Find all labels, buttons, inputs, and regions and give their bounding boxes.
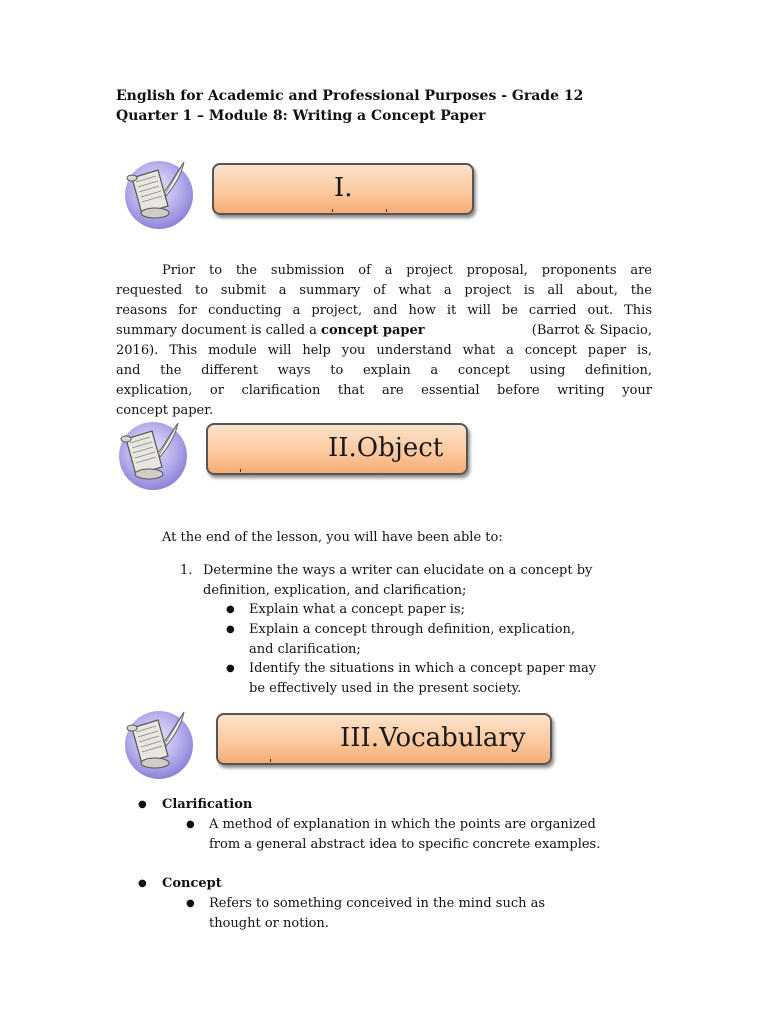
banner-tick: [270, 759, 271, 762]
intro-line: 2016). This module will help you understand what a concept paper is,: [116, 343, 652, 358]
scroll-quill-icon: [118, 156, 194, 232]
banner-tick: [240, 469, 241, 472]
intro-line: and the different ways to explain a concept using definition,: [116, 363, 652, 378]
vocab-term: Concept: [162, 876, 222, 891]
section-banner-2: [206, 423, 468, 475]
bullet-icon: ●: [226, 624, 235, 635]
intro-line-mixed: [116, 321, 652, 341]
intro-line: Prior to the submission of a project proposal, proponents are: [162, 263, 652, 278]
course-title: English for Academic and Professional Purposes - Grade 12: [116, 88, 584, 104]
vocab-definition-cont: from a general abstract idea to specific concrete examples.: [209, 837, 601, 852]
vocab-definition: Refers to something conceived in the mind such as: [209, 896, 546, 911]
objective-text-line2: definition, explication, and clarification;: [203, 583, 467, 598]
section-banner-3: [216, 713, 552, 765]
bullet-icon: ●: [186, 898, 195, 909]
objective-bullet: Explain a concept through definition, explication,: [249, 622, 576, 637]
intro-line-part: (Barrot & Sipacio,: [527, 323, 652, 338]
intro-line: concept paper.: [116, 403, 214, 418]
intro-line: explication, or clarification that are essential before writing your: [116, 383, 652, 398]
intro-line: requested to submit a summary of what a project is all about, the: [116, 283, 652, 298]
scroll-quill-icon: [118, 706, 194, 782]
bullet-icon: ●: [138, 878, 147, 889]
vocab-definition: A method of explanation in which the points are organized: [209, 817, 596, 832]
intro-paragraph: [116, 261, 652, 421]
section-banner-1: [212, 163, 474, 215]
document-header: [116, 86, 583, 126]
bullet-icon: ●: [226, 663, 235, 674]
module-title: Quarter 1 – Module 8: Writing a Concept Paper: [116, 108, 486, 124]
concept-paper-term: concept paper: [321, 323, 425, 338]
objective-bullet-cont: and clarification;: [249, 642, 361, 657]
intro-line: reasons for conducting a project, and how it will be carried out. This: [116, 303, 652, 318]
objective-number: 1.: [180, 563, 193, 578]
section-title-2: II.Object: [328, 433, 444, 463]
objective-text-line1: Determine the ways a writer can elucidate on a concept by: [203, 563, 593, 578]
bullet-icon: ●: [186, 819, 195, 830]
section-title-3: III.Vocabulary: [340, 723, 526, 753]
bullet-icon: ●: [226, 604, 235, 615]
bullet-icon: ●: [138, 799, 147, 810]
vocab-term: Clarification: [162, 797, 253, 812]
banner-tick: [332, 209, 333, 212]
banner-tick: [386, 209, 387, 212]
section-title-1: I.: [334, 173, 353, 203]
objective-bullet-cont: be effectively used in the present society.: [249, 681, 522, 696]
objectives-lead: At the end of the lesson, you will have been able to:: [162, 530, 503, 545]
intro-line-part: summary document is called a: [116, 323, 322, 338]
objective-bullet: Explain what a concept paper is;: [249, 602, 465, 617]
objective-bullet: Identify the situations in which a concept paper may: [249, 661, 597, 676]
vocab-definition-cont: thought or notion.: [209, 916, 329, 931]
scroll-quill-icon: [112, 417, 188, 493]
